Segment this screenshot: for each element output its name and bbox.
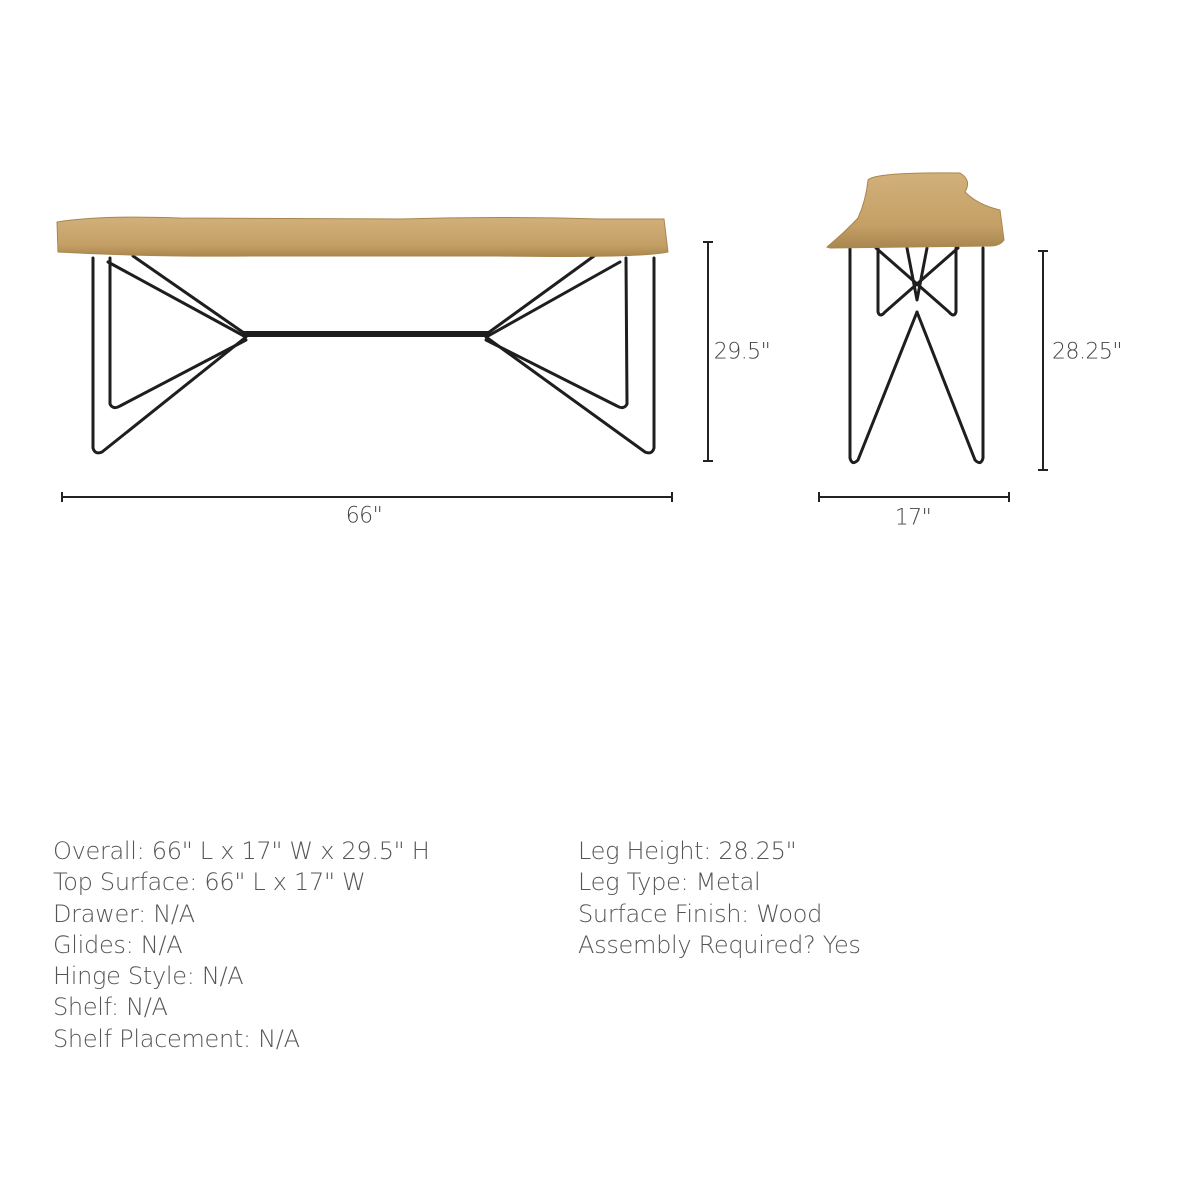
spec-shelf: Shelf: N/A <box>53 993 168 1022</box>
front-height-label: 29.5" <box>713 339 771 365</box>
front-crossbar <box>244 331 488 337</box>
front-tabletop <box>57 217 668 256</box>
front-height-dimension-line <box>703 242 713 461</box>
spec-shelf-placement: Shelf Placement: N/A <box>53 1024 300 1053</box>
spec-glides: Glides: N/A <box>53 930 183 959</box>
spec-drawer: Drawer: N/A <box>53 899 195 928</box>
spec-hinge-style: Hinge Style: N/A <box>53 962 244 991</box>
specs-left-column <box>53 836 429 1055</box>
spec-assembly-required: Assembly Required? Yes <box>578 930 861 959</box>
front-width-dimension-line <box>62 492 672 502</box>
side-legs <box>850 248 983 463</box>
spec-leg-height: Leg Height: 28.25" <box>578 837 797 865</box>
side-height-dimension-line <box>1038 251 1048 470</box>
specs-right-column <box>578 836 861 961</box>
spec-leg-type: Leg Type: Metal <box>578 868 761 897</box>
front-width-label: 66" <box>345 503 383 529</box>
spec-overall: Overall: 66" L x 17" W x 29.5" H <box>53 837 430 865</box>
side-tabletop <box>827 173 1004 248</box>
side-width-dimension-line <box>819 492 1009 502</box>
front-view-table <box>57 217 668 453</box>
spec-surface-finish: Surface Finish: Wood <box>578 899 823 928</box>
side-view-table <box>827 173 1004 463</box>
spec-top-surface: Top Surface: 66" L x 17" W <box>53 868 366 897</box>
side-width-label: 17" <box>894 505 932 531</box>
side-height-label: 28.25" <box>1051 339 1123 365</box>
front-legs <box>93 256 654 453</box>
dimension-lines <box>62 242 1048 502</box>
